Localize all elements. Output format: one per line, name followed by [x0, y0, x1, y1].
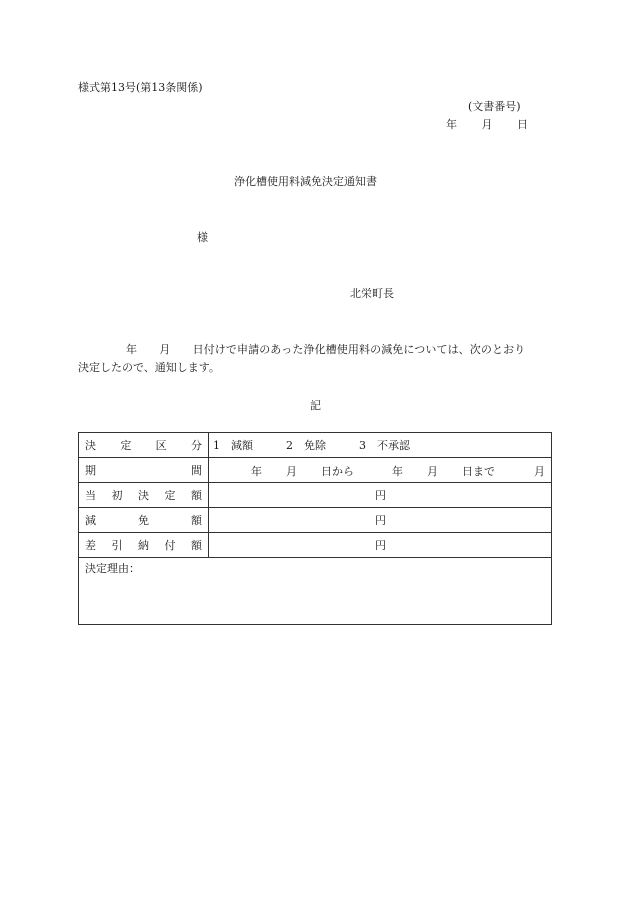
decision-label: 決 定 区 分	[79, 433, 209, 458]
decision-reason: 決定理由：	[79, 558, 552, 625]
addressee-suffix: 様	[197, 231, 208, 244]
decision-table	[78, 432, 552, 625]
document-number: (文書番号)	[468, 100, 521, 113]
reason-row	[79, 558, 552, 625]
initial-amount-value: 円	[209, 483, 552, 508]
period-row	[79, 458, 552, 483]
body-line-1: 年 月 日付けで申請のあった浄化槽使用料の減免については、次のとおり	[126, 343, 526, 356]
initial-amount-label: 当 初 決 定 額	[79, 483, 209, 508]
date-month: 月	[481, 118, 493, 131]
initial-amount-row	[79, 483, 552, 508]
date-year: 年	[446, 118, 457, 131]
difference-amount-label: 差 引 納 付 額	[79, 533, 209, 558]
difference-amount-row	[79, 533, 552, 558]
body-line-2: 決定したので、通知します。	[78, 361, 220, 374]
reduction-amount-value: 円	[209, 508, 552, 533]
decision-options: 1 減額 2 免除 3 不承認	[209, 433, 552, 458]
reduction-amount-label: 減 免 額	[79, 508, 209, 533]
period-label: 期 間	[79, 458, 209, 483]
form-number: 様式第13号(第13条関係)	[78, 81, 203, 94]
reduction-amount-row	[79, 508, 552, 533]
difference-amount-value: 円	[209, 533, 552, 558]
period-value: 年 月 日から 年 月 日まで 月	[209, 458, 552, 483]
date-day: 日	[517, 118, 528, 131]
date-line	[446, 118, 528, 132]
document-title: 浄化槽使用料減免決定通知書	[234, 175, 377, 188]
decision-row	[79, 433, 552, 458]
ki-heading: 記	[310, 399, 321, 412]
issuer-name: 北栄町長	[350, 287, 394, 300]
